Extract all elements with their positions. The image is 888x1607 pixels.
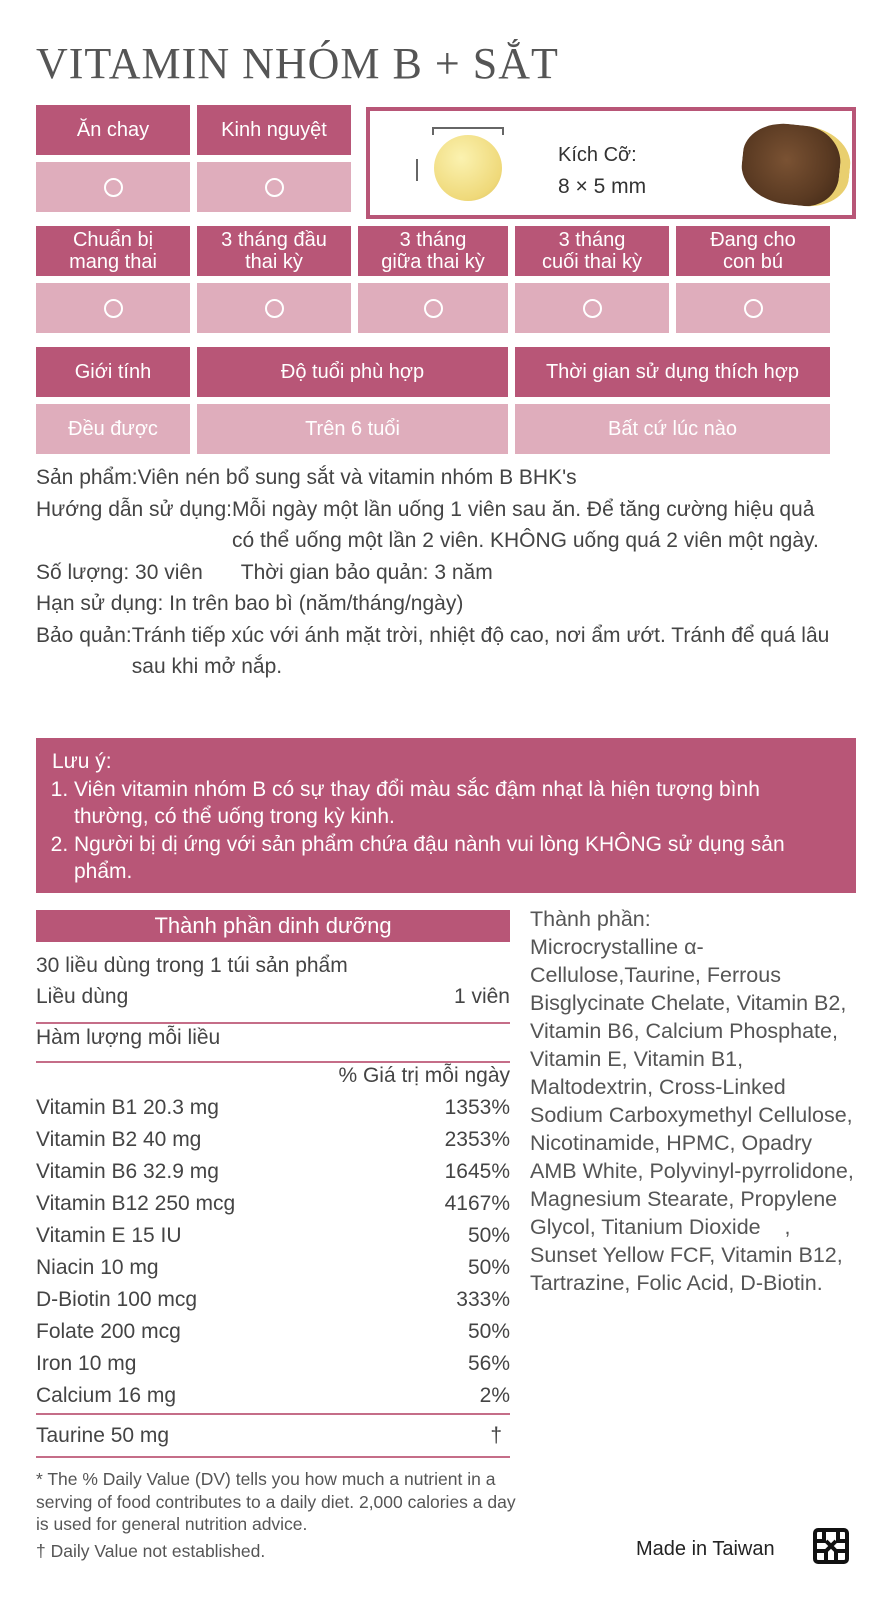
product-row	[36, 462, 856, 494]
header-first-trimester: 3 tháng đầu thai kỳ	[197, 226, 351, 276]
nutrient-dv: 4167%	[444, 1192, 510, 1215]
nutrient-name: Vitamin B12 250 mcg	[36, 1192, 236, 1215]
divider	[36, 1022, 510, 1024]
header-second-trimester: 3 tháng giữa thai kỳ	[358, 226, 508, 276]
size-label	[558, 139, 646, 203]
nutrient-name: Vitamin B2 40 mg	[36, 1128, 202, 1151]
circle-icon	[265, 299, 284, 318]
nutrient-name: Vitamin B1 20.3 mg	[36, 1096, 219, 1119]
product-details	[36, 462, 856, 683]
tablet-cross-section-image	[738, 120, 854, 211]
cell-first-trimester	[197, 283, 351, 333]
table-row	[36, 1128, 510, 1152]
circle-icon	[744, 299, 763, 318]
header-vegetarian: Ăn chay	[36, 105, 190, 155]
usage-value: Mỗi ngày một lần uống 1 viên sau ăn. Để tăng cường hiệu quả có thể uống một lần 2 viên. KHÔNG uống quá 2 viên một ngày.	[232, 497, 819, 552]
storage-key: Bảo quản:	[36, 623, 132, 647]
size-caption: Kích Cỡ:	[558, 144, 637, 166]
nutrient-dv: 1645%	[444, 1160, 510, 1183]
size-value: 8 × 5 mm	[558, 175, 647, 198]
cell-pre-pregnancy	[36, 283, 190, 333]
taurine-name: Taurine 50 mg	[36, 1424, 170, 1447]
header-gender: Giới tính	[36, 347, 190, 397]
header-usage-time: Thời gian sử dụng thích hợp	[515, 347, 830, 397]
nutrient-dv: 50%	[467, 1224, 510, 1247]
nutrient-name: Vitamin B6 32.9 mg	[36, 1160, 219, 1183]
circle-icon	[104, 178, 123, 197]
header-age: Độ tuổi phù hợp	[197, 347, 508, 397]
usage-key: Hướng dẫn sử dụng:	[36, 497, 233, 521]
table-row	[36, 1320, 510, 1344]
cell-second-trimester	[358, 283, 508, 333]
dose-row	[36, 985, 510, 1009]
header-pre-pregnancy: Chuẩn bị mang thai	[36, 226, 190, 276]
height-marker-icon	[416, 159, 428, 181]
expiry: Hạn sử dụng: In trên bao bì (năm/tháng/ngày)	[36, 592, 464, 615]
cell-vegetarian	[36, 162, 190, 212]
per-dose-label: Hàm lượng mỗi liều	[36, 1026, 221, 1049]
taurine-row	[36, 1424, 510, 1448]
circle-icon	[583, 299, 602, 318]
nutrient-dv: 50%	[467, 1256, 510, 1279]
nutrient-name: D-Biotin 100 mcg	[36, 1288, 198, 1311]
dimension-icon	[432, 127, 504, 135]
nutrient-dv: 56%	[467, 1352, 510, 1375]
servings: 30 liều dùng trong 1 túi sản phẩm	[36, 954, 348, 977]
dose-label: Liều dùng	[36, 985, 129, 1008]
cell-menstruation	[197, 162, 351, 212]
product-value: Viên nén bổ sung sắt và vitamin nhóm B BHK's	[137, 466, 577, 489]
note-heading: Lưu ý:	[52, 750, 112, 773]
nutrient-dv: 333%	[456, 1288, 510, 1311]
nutrient-dv: 1353%	[444, 1096, 510, 1119]
ingredients-label: Thành phần:	[530, 907, 651, 931]
ingredients-text: Microcrystalline α-Cellulose,Taurine, Ferrous Bisglycinate Chelate, Vitamin B2, Vitamin B6, Calcium Phosphate, Vitamin E, Vitamin B1, Maltodextrin, Cross-Linked Sodium Carboxymethyl Cellulose, Nicotinamide, HPMC, Opadry AMB White, Polyvinyl-pyrrolidone, Magnesium Stearate, Propylene Glycol, Titanium Dioxide , Sunset Yellow FCF, Vitamin B12, Tartrazine, Folic Acid, D-Biotin.	[530, 935, 860, 1295]
nutrient-name: Niacin 10 mg	[36, 1256, 159, 1279]
divider	[36, 1413, 510, 1415]
storage-row	[36, 620, 856, 683]
note-item: 2. Người bị dị ứng với sản phẩm chứa đậu nành vui lòng KHÔNG sử dụng sản phẩm.	[74, 831, 840, 886]
origin-logo-icon	[812, 1527, 850, 1565]
value-age: Trên 6 tuổi	[197, 404, 508, 454]
expiry-row	[36, 588, 856, 620]
nutrient-dv: 50%	[467, 1320, 510, 1343]
dv-header: % Giá trị mỗi ngày	[338, 1064, 510, 1087]
circle-icon	[424, 299, 443, 318]
tablet-image	[434, 135, 502, 201]
product-key: Sản phẩm:	[36, 466, 138, 489]
page-title: VITAMIN NHÓM B + SẮT	[36, 39, 559, 88]
divider	[36, 1456, 510, 1458]
dose-value: 1 viên	[453, 985, 510, 1008]
header-menstruation: Kinh nguyệt	[197, 105, 351, 155]
cell-breastfeeding	[676, 283, 830, 333]
taurine-dv: †	[490, 1424, 502, 1447]
note-box	[36, 738, 856, 893]
dagger-footnote: † Daily Value not established.	[36, 1541, 266, 1561]
value-usage-time: Bất cứ lúc nào	[515, 404, 830, 454]
header-breastfeeding: Đang cho con bú	[676, 226, 830, 276]
value-gender: Đều được	[36, 404, 190, 454]
size-box	[366, 107, 856, 219]
nutrient-dv: 2353%	[444, 1128, 510, 1151]
table-row	[36, 1224, 510, 1248]
made-in-label: Made in Taiwan	[636, 1538, 775, 1560]
quantity-row	[36, 557, 856, 589]
storage-value: Tránh tiếp xúc với ánh mặt trời, nhiệt độ cao, nơi ẩm ướt. Tránh để quá lâu sau khi mở nắp.	[131, 623, 830, 678]
header-third-trimester: 3 tháng cuối thai kỳ	[515, 226, 669, 276]
nutrient-name: Calcium 16 mg	[36, 1384, 177, 1407]
shelf-life: Thời gian bảo quản: 3 năm	[240, 560, 493, 584]
table-row	[36, 1384, 510, 1408]
usage-row	[36, 494, 856, 557]
nutrient-name: Iron 10 mg	[36, 1352, 137, 1375]
per-dose-row	[36, 1026, 510, 1050]
ingredients	[530, 905, 860, 1297]
divider	[36, 1061, 510, 1063]
circle-icon	[265, 178, 284, 197]
table-row	[36, 1096, 510, 1120]
nutrient-dv: 2%	[479, 1384, 510, 1407]
circle-icon	[104, 299, 123, 318]
servings-row	[36, 954, 510, 978]
nutrient-name: Folate 200 mcg	[36, 1320, 181, 1343]
table-row	[36, 1160, 510, 1184]
nutrition-header: Thành phần dinh dưỡng	[36, 910, 510, 942]
nutrient-name: Vitamin E 15 IU	[36, 1224, 182, 1247]
table-row	[36, 1192, 510, 1216]
note-item: 1. Viên vitamin nhóm B có sự thay đổi màu sắc đậm nhạt là hiện tượng bình thường, có thể uống trong kỳ kinh.	[74, 776, 840, 831]
table-row	[36, 1256, 510, 1280]
quantity: Số lượng: 30 viên	[36, 560, 203, 584]
table-row	[36, 1288, 510, 1312]
dv-header-row	[36, 1064, 510, 1088]
dv-footnote: * The % Daily Value (DV) tells you how much a nutrient in a serving of food contributes to a daily diet. 2,000 calories a day is used for general nutrition advice.	[36, 1469, 516, 1534]
cell-third-trimester	[515, 283, 669, 333]
table-row	[36, 1352, 510, 1376]
note-list	[52, 776, 840, 886]
